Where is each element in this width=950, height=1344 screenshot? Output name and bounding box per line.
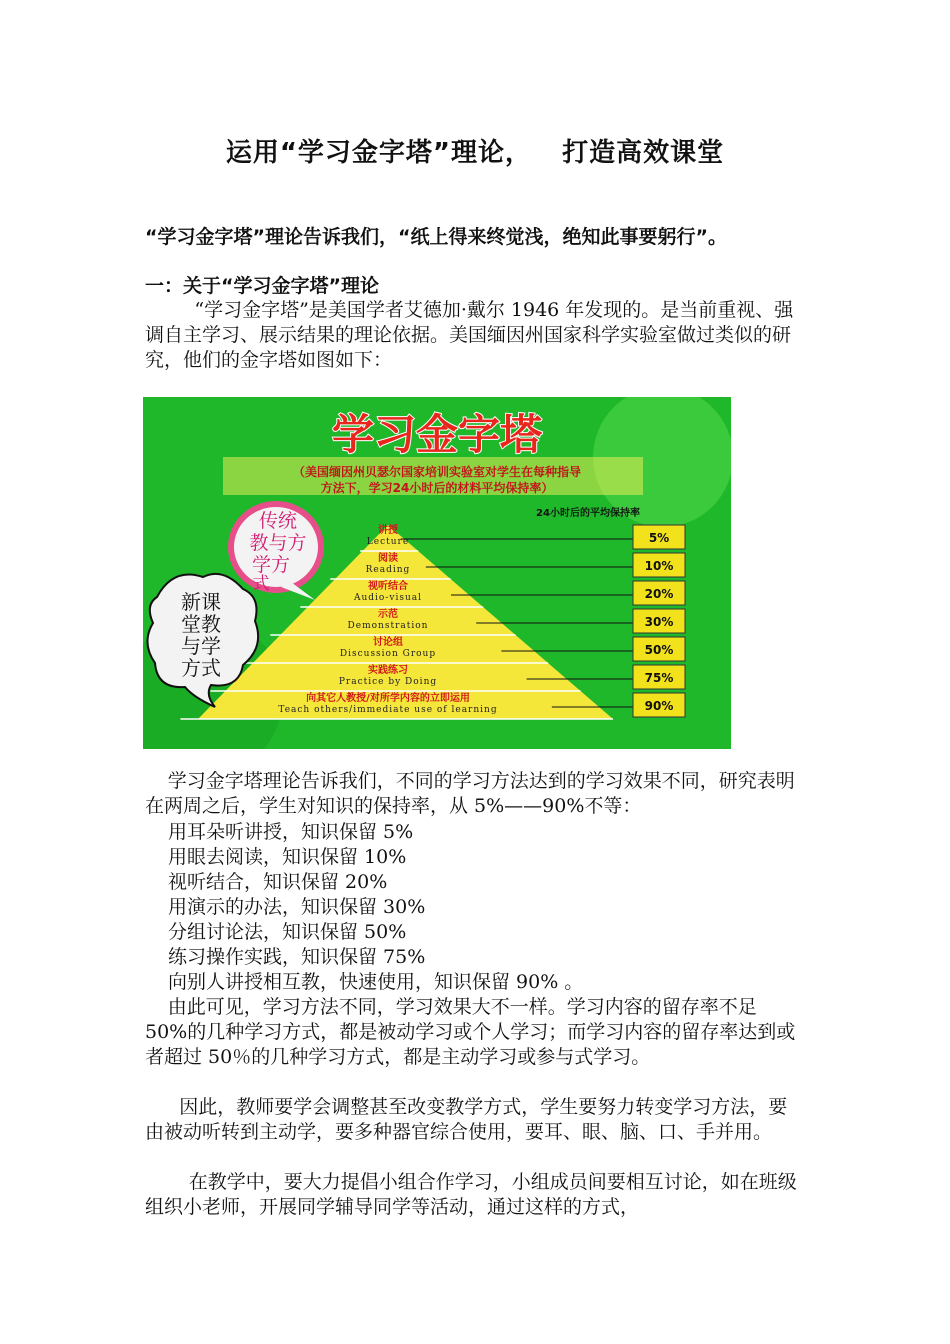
pyramid-level-en: Practice by Doing — [338, 677, 438, 687]
pyramid-level-cn: 示范 — [378, 609, 398, 620]
pyramid-level-en: Audio-visual — [353, 593, 423, 603]
pyramid-level-en: Lecture — [366, 537, 410, 547]
rate-value: 50% — [644, 643, 674, 657]
rate-header: 24小时后的平均保持率 — [536, 508, 640, 519]
pyramid-level-cn: 实践练习 — [368, 665, 408, 676]
intro-statement: “学习金字塔”理论告诉我们，“纸上得来终觉浅，绝知此事要躬行”。 — [145, 226, 727, 248]
bubble-traditional-line: 教与方 — [249, 532, 307, 554]
bubble-new-line: 新课 — [181, 590, 221, 614]
rate-value: 20% — [644, 587, 674, 601]
pyramid-level-cn: 阅读 — [378, 553, 398, 564]
figure-title: 学习金字塔 — [331, 410, 543, 459]
pyramid-level-cn: 视听结合 — [368, 581, 408, 592]
rate-value: 10% — [644, 559, 674, 573]
page-title: 运用“学习金字塔”理论， 打造高效课堂 — [225, 138, 725, 168]
list-item: 分组讨论法，知识保留 50% — [168, 921, 407, 943]
rate-value: 30% — [644, 615, 674, 629]
bubble-traditional-line: 式 — [252, 574, 270, 594]
bubble-new-line: 堂教 — [181, 612, 221, 636]
list-item: 用耳朵听讲授，知识保留 5% — [168, 821, 414, 843]
pyramid-level-cn: 讲授 — [378, 525, 398, 536]
figure-subtitle-2: 方法下，学习24小时后的材料平均保持率） — [320, 481, 554, 495]
rate-value: 5% — [648, 531, 670, 545]
bubble-traditional-line: 传统 — [258, 510, 298, 532]
bubble-new-line: 与学 — [181, 634, 221, 658]
section-heading: 一：关于“学习金字塔”理论 — [145, 275, 379, 297]
pyramid-level-cn: 向其它人教授/对所学内容的立即运用 — [306, 693, 470, 704]
pyramid-level-en: Reading — [365, 565, 411, 575]
list-item: 用眼去阅读，知识保留 10% — [168, 846, 407, 868]
pyramid-level-cn: 讨论组 — [373, 637, 403, 648]
learning-pyramid-figure — [143, 397, 731, 749]
list-item: 视听结合，知识保留 20% — [168, 871, 388, 893]
pyramid-level-en: Teach others/immediate use of learning — [278, 705, 498, 715]
pyramid-level-en: Demonstration — [347, 621, 429, 631]
retention-list — [168, 820, 583, 995]
list-item: 向别人讲授相互教，快速使用，知识保留 90% 。 — [168, 971, 584, 993]
paragraph-3: 由此可见，学习方法不同，学习效果大不一样。学习内容的留存率不足 50%的几种学习方式，都是被动学习或个人学习；而学习内容的留存率达到或者超过 50％的几种学习方式，都是主动学习或参与式学习。 — [145, 996, 796, 1068]
rate-value: 75% — [644, 671, 674, 685]
rate-value: 90% — [644, 699, 674, 713]
list-item: 练习操作实践，知识保留 75% — [168, 946, 426, 968]
paragraph-4: 因此，教师要学会调整甚至改变教学方式，学生要努力转变学习方法，要由被动听转到主动学，要多种器官综合使用，要耳、眼、脑、口、手并用。 — [145, 1096, 788, 1143]
figure-subtitle-1: （美国缅因州贝瑟尔国家培训实验室对学生在每种指导 — [292, 465, 582, 479]
bubble-new-line: 方式 — [181, 656, 221, 680]
paragraph-1: “学习金字塔”是美国学者艾德加·戴尔 1946 年发现的。是当前重视、强调自主学习、展示结果的理论依据。美国缅因州国家科学实验室做过类似的研究，他们的金字塔如图如下： — [145, 299, 794, 371]
paragraph-5: 在教学中，要大力提倡小组合作学习，小组成员间要相互讨论，如在班级组织小老师，开展同学辅导同学等活动，通过这样的方式， — [145, 1171, 797, 1218]
bubble-traditional-line: 学方 — [251, 554, 291, 576]
pyramid-level-en: Discussion Group — [339, 649, 437, 659]
paragraph-2: 学习金字塔理论告诉我们，不同的学习方法达到的学习效果不同，研究表明在两周之后，学生对知识的保持率，从 5%——90%不等： — [145, 770, 795, 817]
list-item: 用演示的办法，知识保留 30% — [168, 896, 426, 918]
